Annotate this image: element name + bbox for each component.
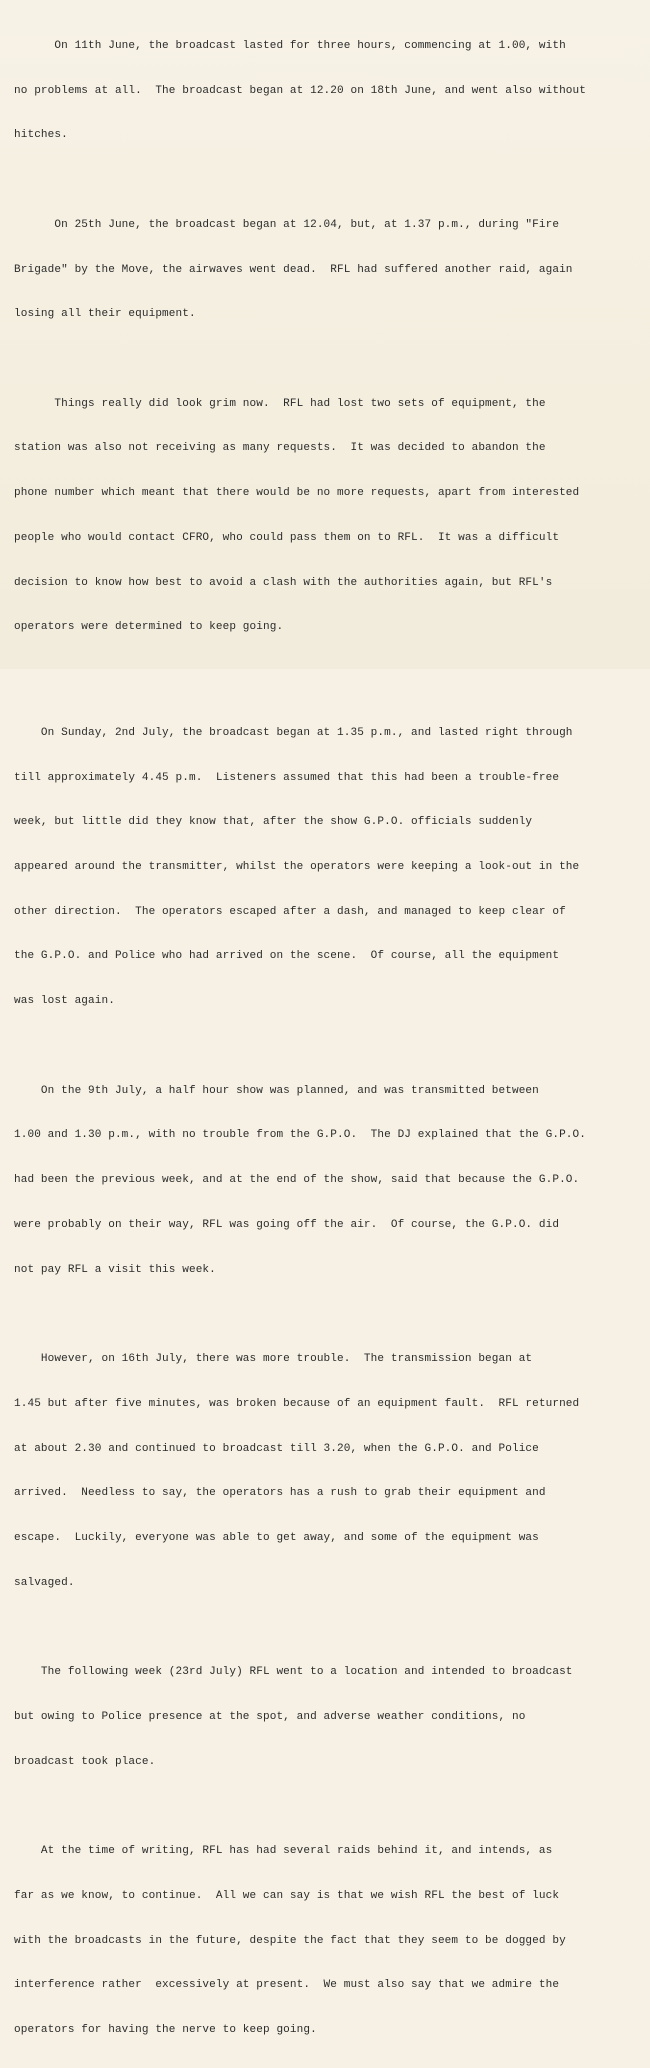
text-line: decision to know how best to avoid a clash with the authorities again, but RFL's bbox=[14, 576, 553, 589]
paragraph-gap bbox=[14, 1620, 640, 1635]
text-line: operators were determined to keep going. bbox=[14, 621, 284, 634]
paragraph-gap bbox=[14, 1307, 640, 1322]
text-line: losing all their equipment. bbox=[14, 308, 196, 321]
text-line: station was also not receiving as many requests. It was decided to abandon the bbox=[14, 442, 546, 455]
text-line: escape. Luckily, everyone was able to get away, and some of the equipment was bbox=[14, 1532, 539, 1544]
text-line: the G.P.O. and Police who had arrived on the scene. Of course, all the equipment bbox=[14, 950, 560, 963]
text-line: with the broadcasts in the future, despite the fact that they seem to be dogged by bbox=[14, 1934, 566, 1947]
paragraph-gap bbox=[14, 352, 640, 367]
paragraph-2 bbox=[14, 188, 640, 352]
text-line: hitches. bbox=[14, 129, 68, 142]
paragraph-1 bbox=[14, 9, 640, 173]
paragraph-gap bbox=[14, 1039, 640, 1054]
text-line: On the 9th July, a half hour show was planned, and was transmitted between bbox=[14, 1084, 539, 1097]
paragraph-3 bbox=[14, 367, 640, 665]
paragraph-gap bbox=[14, 1799, 640, 1814]
text-line: far as we know, to continue. All we can say is that we wish RFL the best of luck bbox=[14, 1889, 560, 1902]
text-line: broadcast took place. bbox=[14, 1755, 156, 1768]
text-line: interference rather excessively at present. We must also say that we admire the bbox=[14, 1979, 560, 1992]
text-line: not pay RFL a visit this week. bbox=[14, 1263, 216, 1276]
text-line: at about 2.30 and continued to broadcast till 3.20, when the G.P.O. and Police bbox=[14, 1442, 539, 1455]
paragraph-4 bbox=[14, 696, 640, 1039]
text-line: operators for having the nerve to keep going. bbox=[14, 2024, 317, 2037]
text-line: was lost again. bbox=[14, 995, 115, 1008]
text-line: 1.45 but after five minutes, was broken because of an equipment fault. RFL returned bbox=[14, 1397, 580, 1410]
text-line: On Sunday, 2nd July, the broadcast began at 1.35 p.m., and lasted right through bbox=[14, 726, 573, 739]
text-line: The following week (23rd July) RFL went to a location and intended to broadcast bbox=[14, 1666, 573, 1679]
text-line: However, on 16th July, there was more trouble. The transmission began at bbox=[14, 1353, 533, 1366]
text-line: arrived. Needless to say, the operators has a rush to grab their equipment and bbox=[14, 1487, 546, 1500]
paragraph-7 bbox=[14, 1635, 640, 1799]
paragraph-6 bbox=[14, 1322, 640, 1620]
text-line: phone number which meant that there would be no more requests, apart from interested bbox=[14, 487, 580, 500]
text-line: had been the previous week, and at the end of the show, said that because the G.P.O. bbox=[14, 1174, 580, 1187]
text-line: were probably on their way, RFL was going off the air. Of course, the G.P.O. did bbox=[14, 1218, 560, 1231]
text-line: appeared around the transmitter, whilst the operators were keeping a look-out in the bbox=[14, 861, 580, 874]
paragraph-5 bbox=[14, 1054, 640, 1307]
text-line: salvaged. bbox=[14, 1576, 75, 1589]
text-line: On 11th June, the broadcast lasted for three hours, commencing at 1.00, with bbox=[14, 39, 566, 52]
text-line: week, but little did they know that, after the show G.P.O. officials suddenly bbox=[14, 816, 533, 829]
text-line: other direction. The operators escaped after a dash, and managed to keep clear of bbox=[14, 905, 566, 918]
text-line: At the time of writing, RFL has had several raids behind it, and intends, as bbox=[14, 1845, 553, 1858]
text-line: 1.00 and 1.30 p.m., with no trouble from the G.P.O. The DJ explained that the G.P.O. bbox=[14, 1129, 586, 1142]
text-line: On 25th June, the broadcast began at 12.04, but, at 1.37 p.m., during "Fire bbox=[14, 218, 560, 231]
text-line: people who would contact CFRO, who could pass them on to RFL. It was a difficult bbox=[14, 531, 560, 544]
text-line: but owing to Police presence at the spot, and adverse weather conditions, no bbox=[14, 1710, 526, 1723]
text-line: no problems at all. The broadcast began at 12.20 on 18th June, and went also without bbox=[14, 84, 586, 97]
text-line: Brigade" by the Move, the airwaves went dead. RFL had suffered another raid, again bbox=[14, 263, 573, 276]
document-body bbox=[14, 9, 640, 2068]
paragraph-gap bbox=[14, 665, 640, 696]
paragraph-gap bbox=[14, 173, 640, 188]
text-line: Things really did look grim now. RFL had lost two sets of equipment, the bbox=[14, 397, 546, 410]
text-line: till approximately 4.45 p.m. Listeners assumed that this had been a trouble-free bbox=[14, 771, 560, 784]
paragraph-8 bbox=[14, 1814, 640, 2067]
